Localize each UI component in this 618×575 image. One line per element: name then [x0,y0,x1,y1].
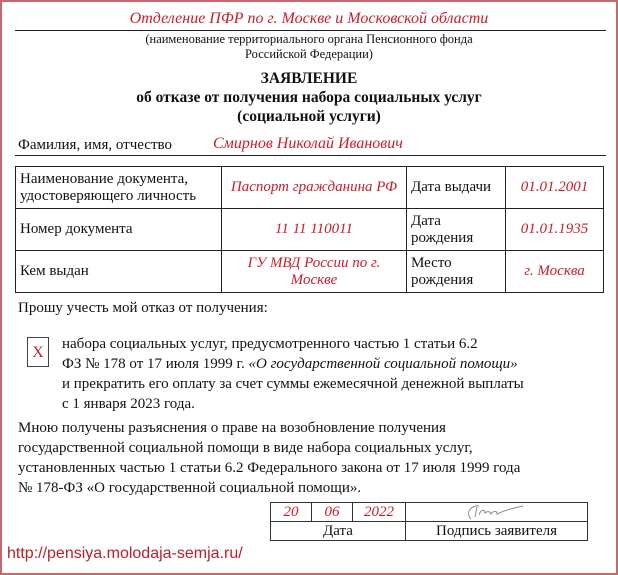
birth-place-value: г. Москва [506,251,604,293]
option-line2 [62,354,602,374]
table-row [16,251,604,293]
document-type-label: Наименование документа, удостоверяющего личность [16,167,222,209]
option-line4: с 1 января 2023 года. [62,396,195,412]
fio-label: Фамилия, имя, отчество [18,137,172,153]
date-year: 2022 [353,503,406,522]
explanation-paragraph [18,418,608,498]
signature-cell [406,503,588,522]
fio-value: Смирнов Николай Иванович [213,135,403,152]
option-line2-prefix: ФЗ № 178 от 17 июля 1999 г. [62,356,249,372]
fio-underline [15,155,606,156]
organization-caption-line2: Российской Федерации) [245,47,373,61]
option-line3: и прекратить его оплату за счет суммы ежемесячной денежной выплаты [62,376,524,392]
document-number-value: 11 11 110011 [222,209,407,251]
organization-name: Отделение ПФР по г. Москве и Московской области [129,10,489,27]
signature-values-row [271,503,588,522]
identity-document-table [15,166,604,293]
organization-caption [15,32,603,62]
document-title [15,69,603,126]
organization-caption-line1: (наименование территориального органа Пенсионного фонда [145,32,473,46]
explanation-line4: № 178-ФЗ «О государственной социальной помощи». [18,480,362,496]
explanation-line2: государственной социальной помощи в виде набора социальных услуг, [18,440,473,456]
issued-by-value: ГУ МВД России по г. Москве [222,251,407,293]
date-label: Дата [271,522,406,541]
request-intro: Прошу учесть мой отказ от получения: [18,300,268,316]
organization-underline [15,30,606,31]
date-month: 06 [312,503,353,522]
signature-labels-row [271,522,588,541]
birth-date-value: 01.01.1935 [506,209,604,251]
law-title: «О государственной социальной помощи» [248,356,518,372]
refusal-option-text [62,334,602,414]
title-line3: (социальной услуги) [237,108,381,125]
explanation-line1: Мною получены разъяснения о праве на возобновление получения [18,420,446,436]
issued-by-label: Кем выдан [16,251,222,293]
option-line1: набора социальных услуг, предусмотренного частью 1 статьи 6.2 [62,336,478,352]
document-number-label: Номер документа [16,209,222,251]
signature-table [270,502,588,541]
birth-place-label: Место рождения [407,251,506,293]
issue-date-label: Дата выдачи [407,167,506,209]
document-type-value: Паспорт гражданина РФ [222,167,407,209]
signature-mark-icon [457,503,537,521]
table-row [16,209,604,251]
refusal-checkbox[interactable]: X [27,337,49,367]
website-link[interactable]: http://pensiya.molodaja-semja.ru/ [7,545,243,562]
signature-label: Подпись заявителя [406,522,588,541]
birth-date-label: Дата рождения [407,209,506,251]
title-line2: об отказе от получения набора социальных услуг [136,89,482,106]
issue-date-value: 01.01.2001 [506,167,604,209]
explanation-line3: установленных частью 1 статьи 6.2 Федерального закона от 17 июля 1999 года [18,460,521,476]
date-day: 20 [271,503,312,522]
table-row [16,167,604,209]
title-line1: ЗАЯВЛЕНИЕ [260,70,358,87]
